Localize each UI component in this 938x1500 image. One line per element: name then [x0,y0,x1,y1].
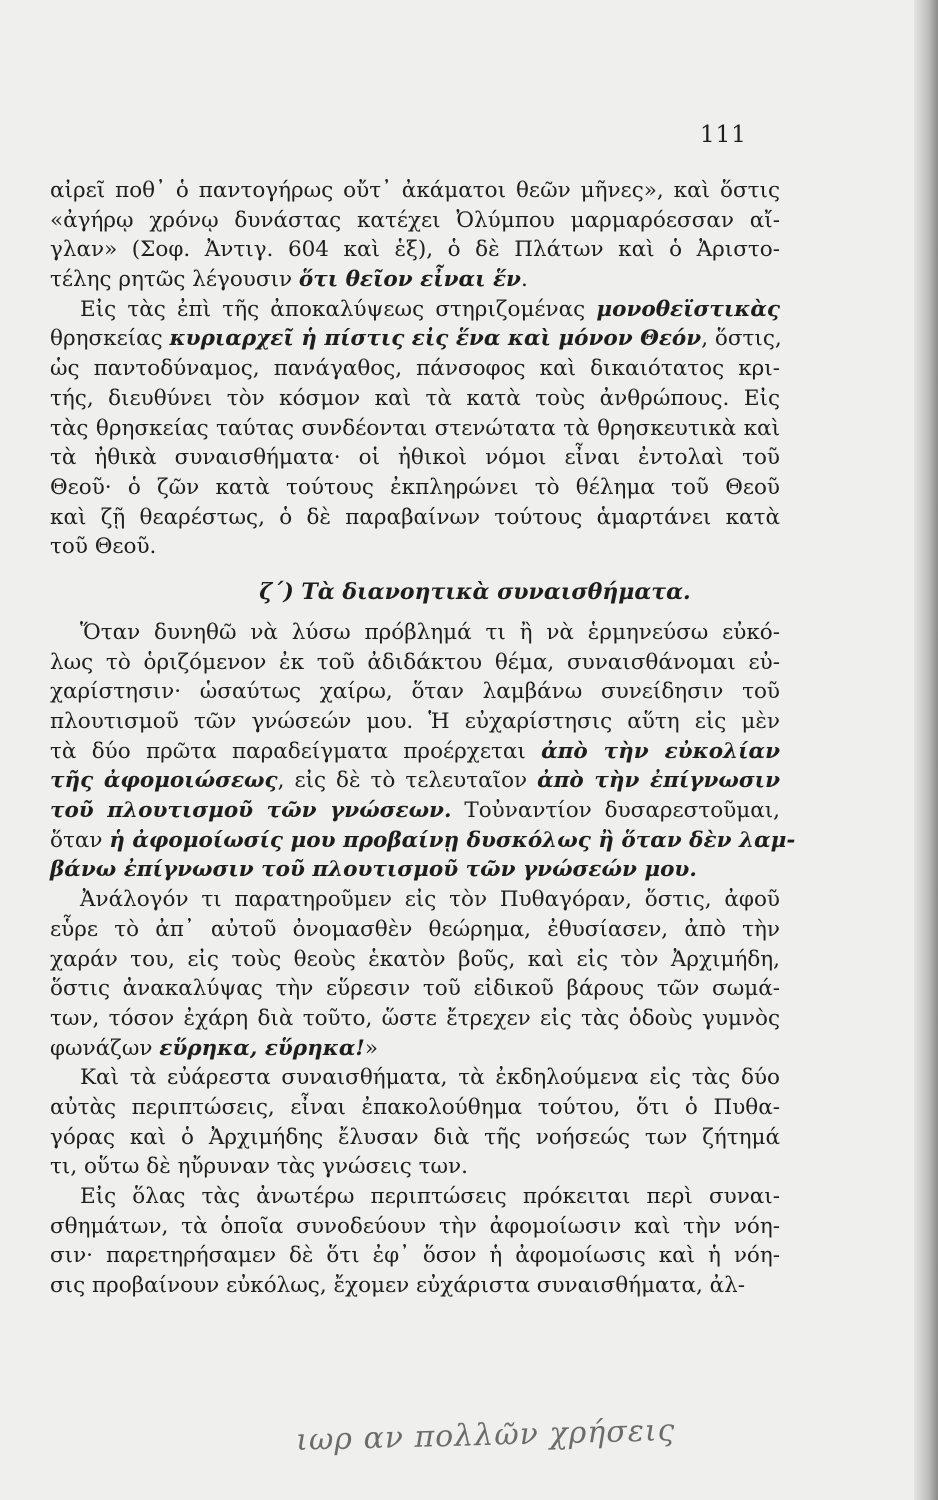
text-span: γλαν» (Σοφ. Ἀντιγ. 604 καὶ ἑξ), ὁ δὲ Πλάτων καὶ ὁ Ἀριστο- [50,237,780,263]
text-span: » [364,1035,378,1061]
text-span: καὶ ζῇ θεαρέστως, ὁ δὲ παραβαίνων τούτους ἁμαρτάνει κατὰ [50,504,780,530]
text-line [50,885,780,915]
text-span: τής, διευθύνει τὸν κόσμον καὶ τὰ κατὰ τοὺς ἀνθρώπους. Εἰς [50,385,780,411]
emphasized-text: ἀπὸ τὴν ἐπίγνωσιν [537,768,781,794]
text-span: ὅστις ἀνακαλύψας τὴν εὕρεσιν τοῦ εἰδικοῦ βάρους τῶν σωμά- [50,976,780,1002]
text-span: Εἰς τὰς ἐπὶ τῆς ἀποκαλύψεως στηριζομένας [80,296,597,322]
text-line [50,265,780,295]
text-line [50,1093,780,1123]
text-line [50,1212,780,1242]
text-span: αἰρεῖ ποθ᾿ ὁ παντογήρως οὔτ᾿ ἀκάματοι θεῶν μῆνες», καὶ ὅστις [50,178,780,203]
text-line [50,766,780,796]
text-span: γόρας καὶ ὁ Ἀρχιμήδης ἔλυσαν διὰ τῆς νοήσεώς των ζήτημά [50,1124,780,1150]
text-line [50,707,780,737]
text-span: τέλης ρητῶς λέγουσιν [50,267,299,293]
text-line [50,1241,780,1271]
text-line [50,796,780,826]
text-line [50,1182,780,1212]
text-span: σθημάτων, τὰ ὁποῖα συνοδεύουν τὴν ἀφομοίωσιν καὶ τὴν νόη- [50,1213,780,1239]
text-span: Τοὐναντίον δυσαρεστοῦμαι, [451,798,780,824]
text-span: «ἀγήρῳ χρόνῳ δυνάστας κατέχει Ὀλύμπου μαρμαρόεσσαν αἴ- [50,207,780,233]
text-span: φωνάζων [50,1035,160,1061]
text-line [50,532,780,562]
paragraphs-before-heading [50,176,780,562]
text-span: τι, οὕτω δὲ ηὔρυναν τὰς γνώσεις των. [50,1154,468,1180]
paragraph [50,1063,780,1182]
paragraphs-after-heading [50,618,796,1301]
text-line [50,1004,780,1034]
text-line [50,1034,780,1064]
text-span: Εἰς ὅλας τὰς ἀνωτέρω περιπτώσεις πρόκειται περὶ συναι- [80,1184,780,1209]
page-edge-shadow [914,0,938,1500]
emphasized-text: ὅτι θεῖον εἶναι ἕν [298,267,521,293]
text-span: τὰ δύο πρῶτα παραδείγματα προέρχεται [50,738,542,764]
text-line [50,235,780,265]
text-line [50,1271,780,1301]
text-span: αὐτὰς περιπτώσεις, εἶναι ἐπακολούθημα τούτου, ὅτι ὁ Πυθα- [50,1094,780,1120]
text-span: πλουτισμοῦ τῶν γνώσεών μου. Ἡ εὐχαρίστησις αὕτη εἰς μὲν [50,709,780,734]
text-span: σιν· παρετηρήσαμεν δὲ ὅτι ἐφ᾿ ὅσον ἡ ἀφομοίωσις καὶ ἡ νόη- [50,1243,780,1269]
text-span: σις προβαίνουν εὐκόλως, ἔχομεν εὐχάριστα συναισθήματα, ἀλ- [50,1273,746,1299]
text-span: εὗρε τὸ ἀπ᾿ αὐτοῦ ὀνομασθὲν θεώρημα, ἐθυσίασεν, ἀπὸ τὴν [50,916,780,942]
text-span: θρησκείας [50,326,170,352]
text-line [50,206,780,236]
text-span: ὡς παντοδύναμος, πανάγαθος, πάνσοφος καὶ δικαιότατος κρι- [50,356,780,382]
text-line [50,677,780,707]
emphasized-text: τοῦ πλουτισμοῦ τῶν γνώσεων. [50,798,452,824]
text-line [50,1152,780,1182]
emphasized-text: ἀπὸ τὴν εὐκολίαν [541,738,780,764]
paragraph [50,1182,780,1301]
text-span: Θεοῦ· ὁ ζῶν κατὰ τούτους ἐκπληρώνει τὸ θέλημα τοῦ Θεοῦ [50,474,780,500]
text-line [50,945,780,975]
paragraph [50,295,780,562]
text-line [50,855,780,885]
text-span: Ἀνάλογόν τι παρατηροῦμεν εἰς τὸν Πυθαγόραν, ὅστις, ἀφοῦ [80,887,780,913]
text-span: λως τὸ ὁριζόμενον ἐκ τοῦ ἀδιδάκτου θέμα, συναισθάνομαι εὐ- [50,649,780,675]
text-line [50,176,780,206]
text-line [50,826,796,856]
text-span: ὅταν [50,827,110,853]
emphasized-text: μονοθεϊστικὰς [596,296,780,322]
text-line [50,915,780,945]
text-span: , εἰς δὲ τὸ τελευταῖον [277,768,538,794]
text-line [50,618,780,648]
text-span: χαράν του, εἰς τοὺς θεοὺς ἑκατὸν βοῦς, καὶ εἰς τὸν Ἀρχιμήδη, [50,946,780,972]
page-number: 111 [700,122,747,148]
emphasized-text: βάνω ἐπίγνωσιν τοῦ πλουτισμοῦ τῶν γνώσεών μου. [50,857,697,883]
text-line [50,384,780,414]
text-line [50,324,780,354]
paragraph [50,618,796,885]
emphasized-text: ἡ ἀφομοίωσίς μου προβαίνῃ δυσκόλως ἢ ὅταν δὲν λαμ- [109,827,796,853]
text-span: Ὅταν δυνηθῶ νὰ λύσω πρόβλημά τι ἢ νὰ ἑρμηνεύσω εὐκό- [80,619,780,645]
text-line [50,414,780,444]
text-span: . [520,267,528,293]
text-line [50,737,780,767]
section-heading: ζ΄) Τὰ διανοητικὰ συναισθήματα. [259,578,691,605]
handwritten-note: ιωρ αν πολλῶν χρήσεις [295,1413,676,1458]
text-line [50,354,780,384]
emphasized-text: εὕρηκα, εὕρηκα! [159,1035,365,1061]
text-line [50,503,780,533]
emphasized-text: τῆς ἀφομοιώσεως [50,768,278,794]
text-span: χαρίστησιν· ὡσαύτως χαίρω, ὅταν λαμβάνω συνείδησιν τοῦ [50,679,780,705]
text-span: τὰ ἠθικὰ συναισθήματα· οἱ ἠθικοὶ νόμοι εἶναι ἐντολαὶ τοῦ [50,445,780,471]
text-line [50,295,780,325]
paragraph [50,176,780,295]
paragraph [50,885,780,1063]
text-span: , ὅστις, [701,326,782,352]
text-span: Καὶ τὰ εὐάρεστα συναισθήματα, τὰ ἐκδηλούμενα εἰς τὰς δύο [80,1065,780,1091]
text-line [50,473,780,503]
text-line [50,1123,780,1153]
text-span: τὰς θρησκείας ταύτας συνδέονται στενώτατα τὰ θρησκευτικὰ καὶ [50,415,780,441]
emphasized-text: κυριαρχεῖ ἡ πίστις εἰς ἕνα καὶ μόνον Θεόν [169,326,702,352]
body-text [50,176,796,1301]
text-line [50,648,780,678]
text-line [50,1063,780,1093]
text-line [50,443,780,473]
text-span: των, τόσον ἐχάρη διὰ τοῦτο, ὥστε ἔτρεχεν εἰς τὰς ὁδοὺς γυμνὸς [50,1005,780,1031]
text-line [50,974,780,1004]
text-span: τοῦ Θεοῦ. [50,534,157,560]
